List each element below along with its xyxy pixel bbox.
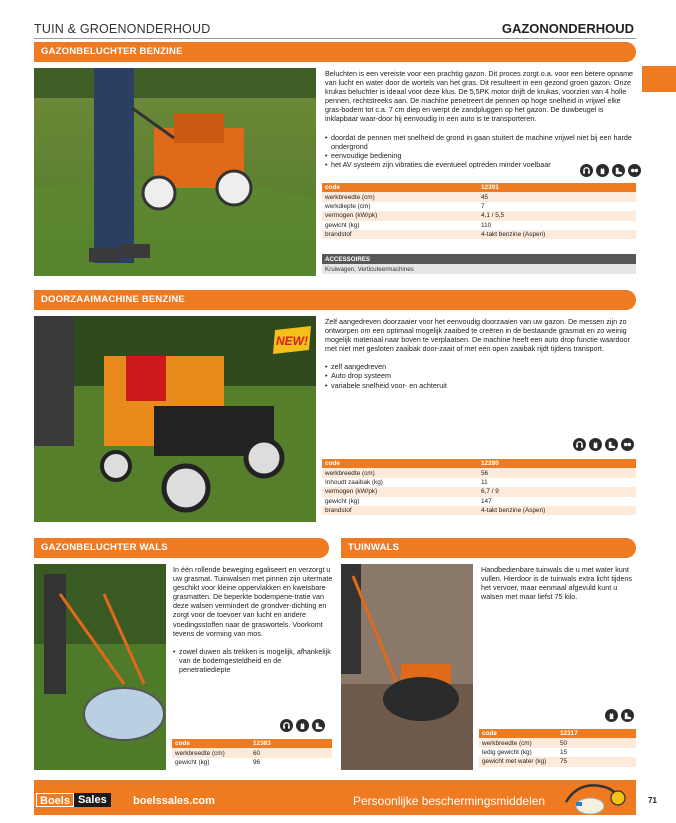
table-row <box>322 487 636 496</box>
table-header-cell: code <box>322 183 478 192</box>
spec-value: 6,7 / 9 <box>478 487 636 496</box>
s2-feature-item: • variabele snelheid voor- en achteruit <box>325 381 637 390</box>
spec-label: ledig gewicht (kg) <box>479 748 557 757</box>
new-badge <box>271 326 313 354</box>
table-row <box>322 478 636 487</box>
spec-label: gewicht (kg) <box>172 758 250 767</box>
page-section-title: GAZONONDERHOUD <box>501 21 634 36</box>
ear-protection-icon <box>280 719 293 732</box>
accessories-header: ACCESSOIRES <box>322 254 636 264</box>
page-number: 71 <box>648 796 657 805</box>
table-header-cell: code <box>172 739 250 748</box>
footer-title: Persoonlijke beschermingsmiddelen <box>353 794 546 808</box>
s2-spec-table <box>322 459 636 515</box>
safety-boot-icon <box>605 438 618 451</box>
spec-value: 96 <box>250 758 332 767</box>
table-header-row <box>322 183 636 192</box>
footer-banner <box>34 780 636 815</box>
spec-label: Inhoudt zaaibak (kg) <box>322 478 478 487</box>
accessories-list: Kruiwagen, Verticuteermachines <box>322 264 636 274</box>
safety-boot-icon <box>312 719 325 732</box>
glove-icon <box>596 164 609 177</box>
table-row <box>322 506 636 515</box>
table-row <box>172 758 332 767</box>
spec-label: vermogen (kW/pk) <box>322 211 478 220</box>
s4-spec-table <box>479 729 636 767</box>
s3-feature-item: • zowel duwen als trekken is mogelijk, afhankelijk van de bodemgesteldheid en de penetratiediepte <box>173 647 333 674</box>
spec-label: werkdiepte (cm) <box>322 202 478 211</box>
spec-value: 45 <box>478 192 636 201</box>
spec-label: brandstof <box>322 230 478 239</box>
glove-icon <box>296 719 309 732</box>
table-header-row <box>322 459 636 468</box>
safety-boot-icon <box>612 164 625 177</box>
glove-icon <box>605 709 618 722</box>
s1-feature-item: • doordat de pennen met snelheid de grond in gaan stuitert de machine vrijwel niet bij een harde ondergrond <box>325 133 637 151</box>
table-header-cell: code <box>479 729 557 738</box>
table-row <box>322 468 636 477</box>
spec-value: 56 <box>478 468 636 477</box>
section-title-tuinwals: TUINWALS <box>341 538 636 558</box>
s2-feature-item: • Auto drop systeem <box>325 371 637 380</box>
spec-value: 4-takt benzine (Aspen) <box>478 506 636 515</box>
s2-feature-list <box>325 362 637 389</box>
s4-paragraph: Handbedienbare tuinwals die u met water kunt vullen. Hierdoor is de tuinwals extra licht tijdens het vervoer, maar eenmaal afgevuld kunt u walsen met maar liefst 75 kilo. <box>481 565 633 602</box>
website-link[interactable]: boelssales.com <box>133 795 215 807</box>
ppe-illustration <box>558 776 628 818</box>
spec-value: 50 <box>557 738 636 747</box>
spec-value: 4-takt benzine (Aspen) <box>478 230 636 239</box>
spec-label: vermogen (kW/pk) <box>322 487 478 496</box>
spec-label: gewicht met water (kg) <box>479 757 557 766</box>
section-title-gazonbeluchter-benzine: GAZONBELUCHTER BENZINE <box>34 42 636 62</box>
product-photo-aerator <box>34 68 316 276</box>
s4-ppe-icons <box>605 709 634 722</box>
spec-value: 147 <box>478 497 636 506</box>
table-row <box>322 192 636 201</box>
spec-value: 15 <box>557 748 636 757</box>
s2-ppe-icons <box>573 438 634 451</box>
s1-feature-item: • het AV systeem zijn vibraties die eventueel optreden minder voelbaar <box>325 160 637 169</box>
s1-feature-item: • eenvoudige bediening <box>325 151 637 160</box>
s3-spec-table <box>172 739 332 767</box>
s1-paragraph: Beluchten is een vereiste voor een prachtig gazon. Dit proces zorgt o.a. voor een betere opname van lucht en water door de wortels van het gras. Dit resulteert in een gezond groen gazon. Onze krukas beluchter is ideaal voor deze klus. De 5,5PK motor drijft de krukas, voorzien van 4 holle pennen, rechtstreeks aan. De machine penetreert de pennen op hoge snelheid in vrijwel elke gras-bodem tot c.a. 7 cm diep en werpt de zandpluggen op het gazon. De duwbeugel is inklapbaar waar-door hij eenvoudig in een auto is te transporteren. <box>325 69 634 124</box>
spec-value: 4,1 / 5,5 <box>478 211 636 220</box>
spec-label: werkbreedte (cm) <box>322 468 478 477</box>
s3-feature-list <box>173 647 333 674</box>
section-title-gazonbeluchter-wals: GAZONBELUCHTER WALS <box>34 538 329 558</box>
spec-label: brandstof <box>322 506 478 515</box>
s2-feature-item: • zelf aangedreven <box>325 362 637 371</box>
section-title-doorzaaimachine-benzine: DOORZAAIMACHINE BENZINE <box>34 290 636 310</box>
s3-ppe-icons <box>280 719 325 732</box>
s4-description <box>481 565 641 601</box>
spec-label: werkbreedte (cm) <box>172 748 250 757</box>
s2-description <box>325 317 637 390</box>
table-row <box>322 221 636 230</box>
s1-description <box>325 69 637 169</box>
table-header-cell: 12383 <box>250 739 332 748</box>
product-photo-garden-roller <box>341 564 473 770</box>
goggles-icon <box>628 164 641 177</box>
goggles-icon <box>621 438 634 451</box>
table-row <box>322 202 636 211</box>
header-divider <box>34 38 636 39</box>
side-tab-marker <box>642 66 676 92</box>
table-header-cell: 12391 <box>478 183 636 192</box>
table-header-cell: 12280 <box>478 459 636 468</box>
table-row <box>322 230 636 239</box>
page-category: TUIN & GROENONDERHOUD <box>34 22 211 36</box>
spec-value: 110 <box>478 221 636 230</box>
table-row <box>172 748 332 757</box>
table-header-cell: 12317 <box>557 729 636 738</box>
spec-label: werkbreedte (cm) <box>322 192 478 201</box>
ear-protection-icon <box>580 164 593 177</box>
table-header-row <box>172 739 332 748</box>
s1-spec-table <box>322 183 636 239</box>
table-row <box>479 757 636 766</box>
spec-label: gewicht (kg) <box>322 221 478 230</box>
brand-logo[interactable] <box>36 793 111 807</box>
table-header-row <box>479 729 636 738</box>
s3-paragraph: In één rollende beweging egaliseert en verzorgt u uw grasmat. Tuinwalsen met pinnen zijn uitermate geschikt voor kleine oppervlakken en kwetsbare grasmatten. De beperkte bodempene-tratie van deze walsen vermindert de grondver-dichting en zorgt voor de toevoer van lucht en andere voedingsstoffen naar de graswortels. Voorkomt tevens de vorming van mos. <box>173 565 333 638</box>
spec-label: gewicht (kg) <box>322 497 478 506</box>
ear-protection-icon <box>573 438 586 451</box>
product-photo-spike-roller <box>34 564 166 770</box>
s2-paragraph: Zelf aangedreven doorzaaier voor het eenvoudig doorzaaien van uw gazon. De messen zijn zo ontworpen om een optimaal mogelijk zaaibed te creëren in de bestaande grasmat en zo weinig mogelijk materiaal naar boven te verplaatsen. De machine heeft een auto drop functie waardoor met niet met gesloten zaaibak door-zaait of met een open zaaibak rijdt tijdens transport. <box>325 317 630 354</box>
s3-description <box>173 565 333 674</box>
s1-ppe-icons <box>580 164 641 177</box>
table-row <box>322 211 636 220</box>
table-header-cell: code <box>322 459 478 468</box>
spec-value: 60 <box>250 748 332 757</box>
spec-value: 7 <box>478 202 636 211</box>
spec-label: werkbreedte (cm) <box>479 738 557 747</box>
logo-part-sales: Sales <box>74 793 111 807</box>
spec-value: 75 <box>557 757 636 766</box>
table-row <box>479 738 636 747</box>
spec-value: 11 <box>478 478 636 487</box>
new-badge-label: NEW! <box>276 334 308 348</box>
safety-boot-icon <box>621 709 634 722</box>
table-row <box>479 748 636 757</box>
table-row <box>322 497 636 506</box>
logo-part-boels: Boels <box>36 793 74 807</box>
glove-icon <box>589 438 602 451</box>
